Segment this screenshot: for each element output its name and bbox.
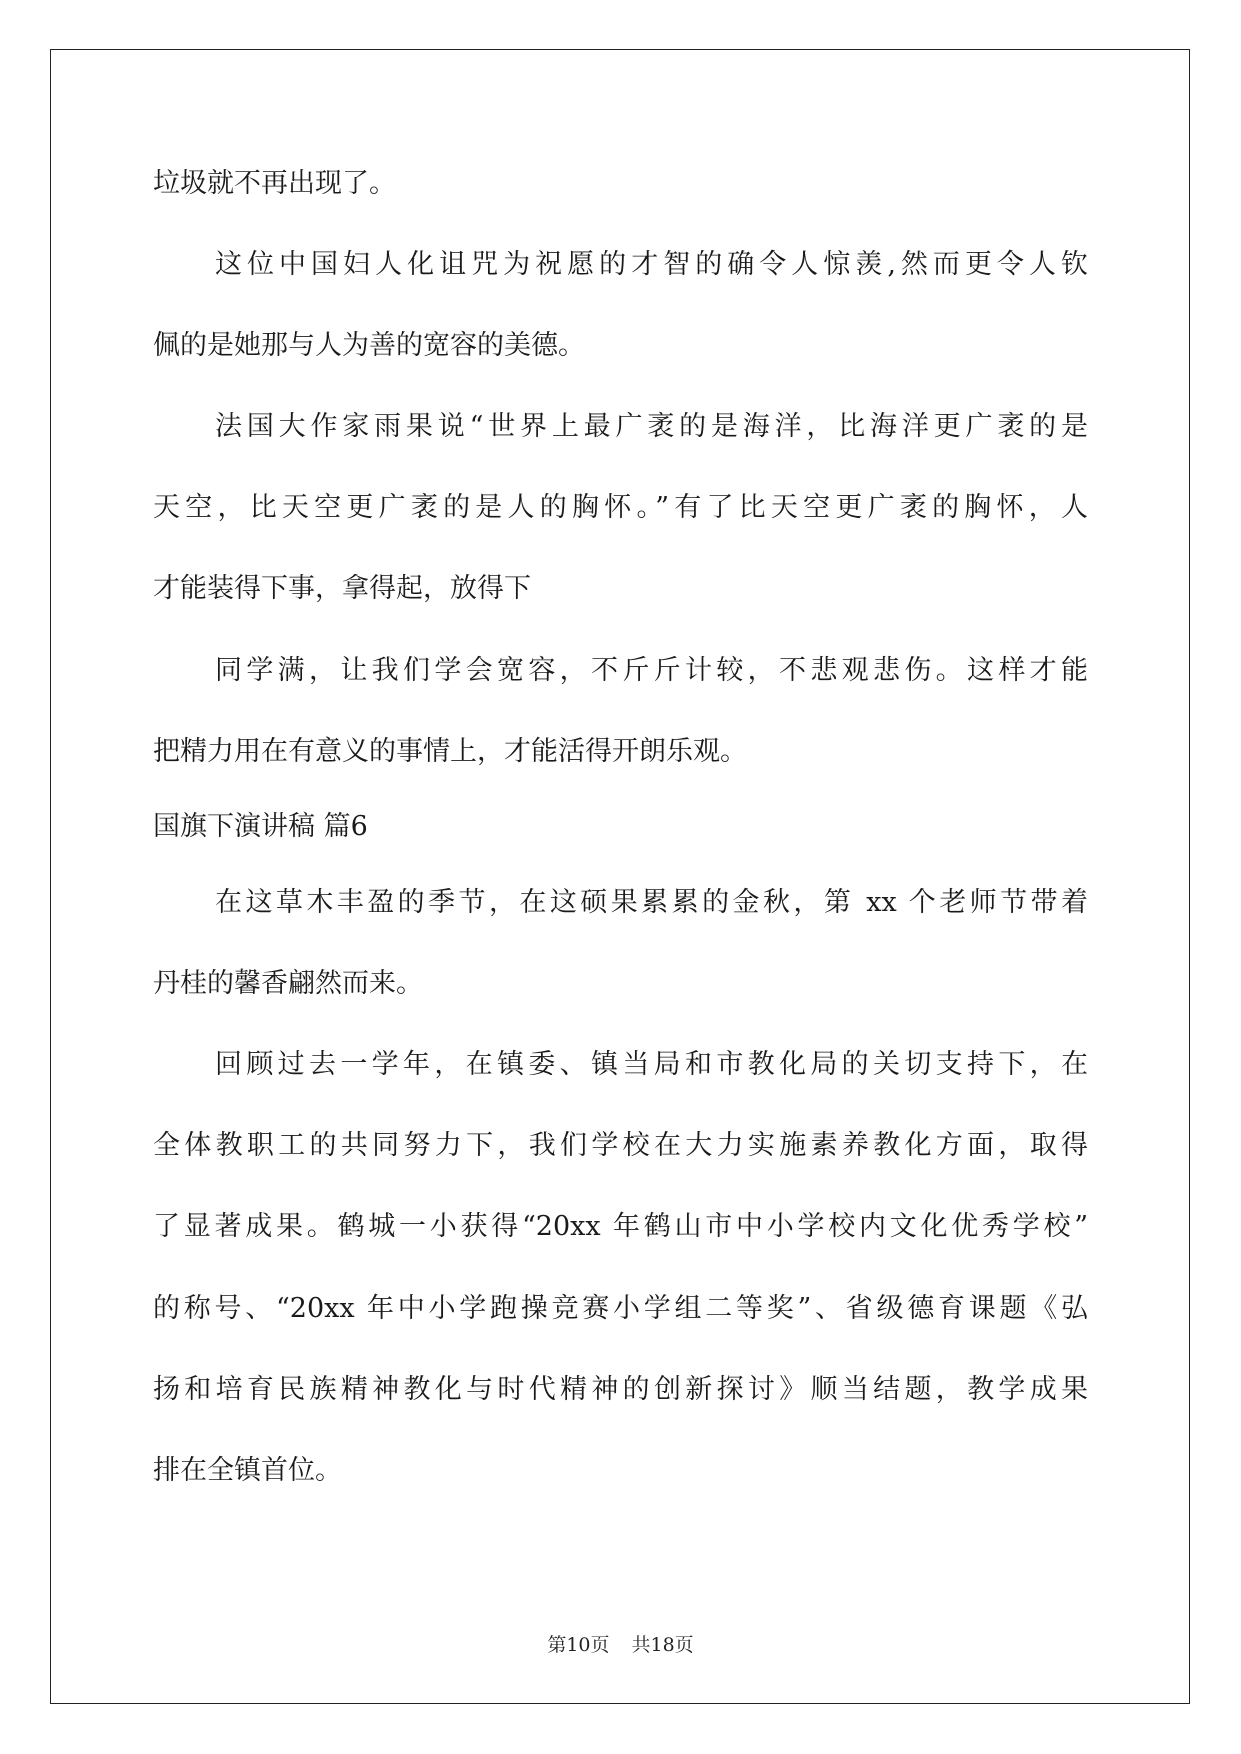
section-heading: 国旗下演讲稿 篇6 <box>153 811 368 842</box>
text-line: 把精力用在有意义的事情上，才能活得开朗乐观。 <box>153 736 747 767</box>
page-footer <box>0 1633 1241 1657</box>
paragraph-first-line: 回顾过去一学年，在镇委、镇当局和市教化局的关切支持下，在 <box>215 1049 1088 1080</box>
text-line: 排在全镇首位。 <box>153 1455 342 1486</box>
text-line: 才能装得下事，拿得起，放得下 <box>153 573 531 604</box>
page-number-current: 第10页 <box>547 1634 610 1656</box>
text-line: 扬和培育民族精神教化与时代精神的创新探讨》顺当结题，教学成果 <box>153 1374 1088 1405</box>
paragraph-first-line: 法国大作家雨果说“世界上最广袤的是海洋，比海洋更广袤的是 <box>215 411 1088 442</box>
paragraph-first-line: 这位中国妇人化诅咒为祝愿的才智的确令人惊羡,然而更令人钦 <box>215 249 1088 280</box>
paragraph-first-line: 在这草木丰盈的季节，在这硕果累累的金秋，第 xx 个老师节带着 <box>215 887 1088 918</box>
text-line: 垃圾就不再出现了。 <box>153 168 396 199</box>
page-number-total: 共18页 <box>631 1634 694 1656</box>
paragraph-first-line: 同学满，让我们学会宽容，不斤斤计较，不悲观悲伤。这样才能 <box>215 655 1088 686</box>
text-line: 天空，比天空更广袤的是人的胸怀。”有了比天空更广袤的胸怀，人 <box>153 492 1088 523</box>
text-line: 佩的是她那与人为善的宽容的美德。 <box>153 330 585 361</box>
text-line: 丹桂的馨香翩然而来。 <box>153 968 423 999</box>
text-line: 的称号、“20xx 年中小学跑操竞赛小学组二等奖”、省级德育课题《弘 <box>153 1293 1088 1324</box>
text-line: 全体教职工的共同努力下，我们学校在大力实施素养教化方面，取得 <box>153 1130 1088 1161</box>
text-line: 了显著成果。鹤城一小获得“20xx 年鹤山市中小学校内文化优秀学校” <box>153 1211 1088 1242</box>
